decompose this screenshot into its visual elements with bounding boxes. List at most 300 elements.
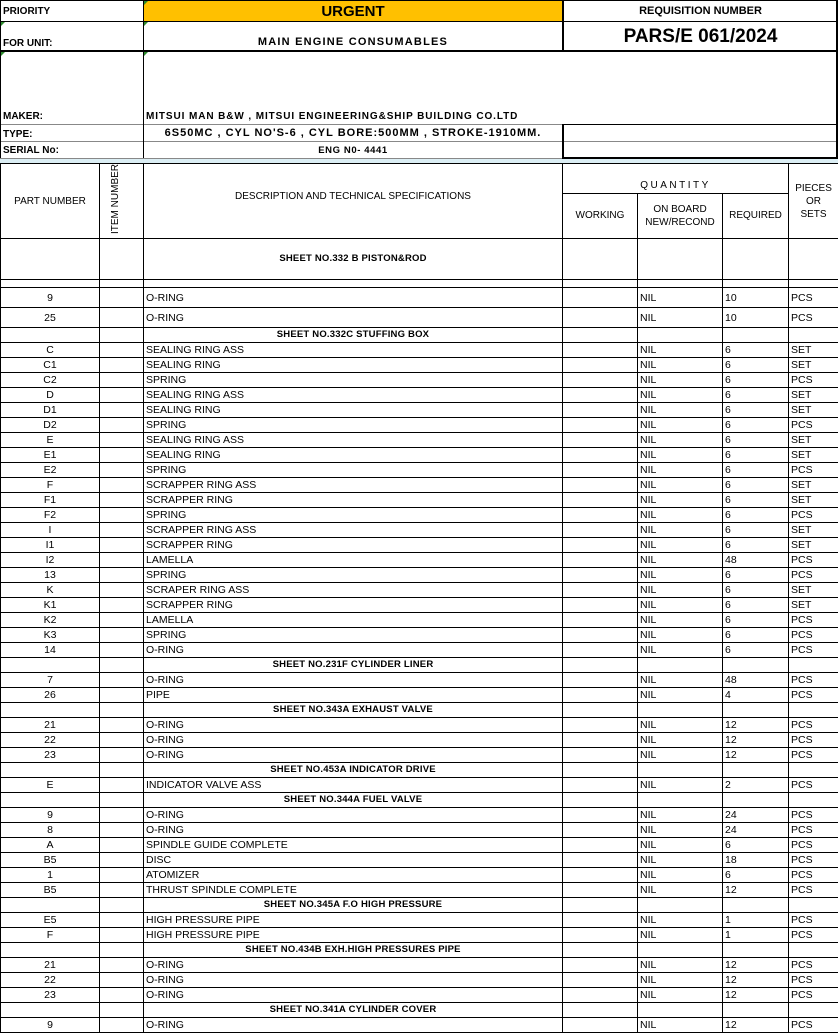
working-cell[interactable] xyxy=(563,373,638,388)
item-number-cell[interactable] xyxy=(100,688,144,703)
on-board-cell[interactable]: NIL xyxy=(638,718,723,733)
description-cell[interactable]: SEALING RING xyxy=(144,358,563,373)
description-cell[interactable]: SPRING xyxy=(144,508,563,523)
description-cell[interactable]: THRUST SPINDLE COMPLETE xyxy=(144,883,563,898)
item-number-cell[interactable] xyxy=(100,823,144,838)
on-board-cell[interactable]: NIL xyxy=(638,403,723,418)
required-cell[interactable]: 48 xyxy=(723,553,789,568)
description-cell[interactable]: SEALING RING ASS xyxy=(144,433,563,448)
part-number-cell[interactable]: 21 xyxy=(1,718,100,733)
unit-cell[interactable]: PCS xyxy=(789,418,838,433)
description-cell[interactable]: SPRING xyxy=(144,628,563,643)
working-cell[interactable] xyxy=(563,688,638,703)
on-board-cell[interactable]: NIL xyxy=(638,508,723,523)
table-row[interactable] xyxy=(1,553,838,568)
description-cell[interactable]: SCRAPPER RING ASS xyxy=(144,523,563,538)
required-cell[interactable]: 6 xyxy=(723,448,789,463)
working-cell[interactable] xyxy=(563,553,638,568)
table-row[interactable] xyxy=(1,433,838,448)
part-number-cell[interactable]: I xyxy=(1,523,100,538)
unit-cell[interactable]: SET xyxy=(789,448,838,463)
required-cell[interactable]: 24 xyxy=(723,808,789,823)
part-number-cell[interactable]: 22 xyxy=(1,733,100,748)
unit-cell[interactable]: PCS xyxy=(789,733,838,748)
required-cell[interactable]: 6 xyxy=(723,568,789,583)
required-cell[interactable]: 6 xyxy=(723,343,789,358)
description-cell[interactable]: SCRAPPER RING xyxy=(144,598,563,613)
on-board-cell[interactable]: NIL xyxy=(638,643,723,658)
on-board-cell[interactable]: NIL xyxy=(638,688,723,703)
table-row[interactable] xyxy=(1,358,838,373)
working-cell[interactable] xyxy=(563,358,638,373)
item-number-cell[interactable] xyxy=(100,868,144,883)
part-number-cell[interactable]: K xyxy=(1,583,100,598)
item-number-cell[interactable] xyxy=(100,883,144,898)
item-number-cell[interactable] xyxy=(100,973,144,988)
table-row[interactable] xyxy=(1,508,838,523)
description-cell[interactable]: SEALING RING xyxy=(144,403,563,418)
item-number-cell[interactable] xyxy=(100,838,144,853)
part-number-cell[interactable]: 26 xyxy=(1,688,100,703)
required-cell[interactable]: 12 xyxy=(723,748,789,763)
required-cell[interactable]: 6 xyxy=(723,403,789,418)
working-cell[interactable] xyxy=(563,628,638,643)
required-cell[interactable]: 6 xyxy=(723,478,789,493)
unit-cell[interactable]: SET xyxy=(789,358,838,373)
table-row[interactable] xyxy=(1,988,838,1003)
part-number-cell[interactable]: F xyxy=(1,478,100,493)
item-number-cell[interactable] xyxy=(100,358,144,373)
item-number-cell[interactable] xyxy=(100,343,144,358)
working-cell[interactable] xyxy=(563,538,638,553)
part-number-cell[interactable]: B5 xyxy=(1,853,100,868)
table-row[interactable] xyxy=(1,673,838,688)
unit-cell[interactable]: PCS xyxy=(789,718,838,733)
item-number-cell[interactable] xyxy=(100,433,144,448)
unit-cell[interactable]: PCS xyxy=(789,463,838,478)
description-cell[interactable]: HIGH PRESSURE PIPE xyxy=(144,913,563,928)
item-number-cell[interactable] xyxy=(100,673,144,688)
on-board-cell[interactable]: NIL xyxy=(638,733,723,748)
description-cell[interactable]: SEALING RING xyxy=(144,448,563,463)
required-cell[interactable]: 12 xyxy=(723,883,789,898)
working-cell[interactable] xyxy=(563,568,638,583)
on-board-cell[interactable]: NIL xyxy=(638,868,723,883)
working-cell[interactable] xyxy=(563,403,638,418)
unit-cell[interactable]: PCS xyxy=(789,613,838,628)
working-cell[interactable] xyxy=(563,823,638,838)
required-cell[interactable]: 6 xyxy=(723,523,789,538)
unit-cell[interactable]: PCS xyxy=(789,568,838,583)
working-cell[interactable] xyxy=(563,973,638,988)
item-number-cell[interactable] xyxy=(100,733,144,748)
on-board-cell[interactable]: NIL xyxy=(638,673,723,688)
item-number-cell[interactable] xyxy=(100,388,144,403)
required-cell[interactable]: 6 xyxy=(723,508,789,523)
table-row[interactable] xyxy=(1,808,838,823)
item-number-cell[interactable] xyxy=(100,613,144,628)
required-cell[interactable]: 18 xyxy=(723,853,789,868)
unit-cell[interactable]: PCS xyxy=(789,883,838,898)
description-cell[interactable]: LAMELLA xyxy=(144,613,563,628)
on-board-cell[interactable]: NIL xyxy=(638,913,723,928)
working-cell[interactable] xyxy=(563,883,638,898)
on-board-cell[interactable]: NIL xyxy=(638,928,723,943)
item-number-cell[interactable] xyxy=(100,958,144,973)
working-cell[interactable] xyxy=(563,388,638,403)
working-cell[interactable] xyxy=(563,433,638,448)
on-board-cell[interactable]: NIL xyxy=(638,598,723,613)
required-cell[interactable]: 6 xyxy=(723,373,789,388)
working-cell[interactable] xyxy=(563,838,638,853)
table-row[interactable] xyxy=(1,523,838,538)
unit-cell[interactable]: SET xyxy=(789,598,838,613)
description-cell[interactable]: O-RING xyxy=(144,988,563,1003)
description-cell[interactable]: HIGH PRESSURE PIPE xyxy=(144,928,563,943)
description-cell[interactable]: SCRAPPER RING xyxy=(144,493,563,508)
table-row[interactable] xyxy=(1,403,838,418)
item-number-cell[interactable] xyxy=(100,913,144,928)
part-number-cell[interactable]: I1 xyxy=(1,538,100,553)
item-number-cell[interactable] xyxy=(100,1018,144,1033)
item-number-cell[interactable] xyxy=(100,928,144,943)
working-cell[interactable] xyxy=(563,718,638,733)
part-number-cell[interactable]: D1 xyxy=(1,403,100,418)
item-number-cell[interactable] xyxy=(100,598,144,613)
unit-cell[interactable]: PCS xyxy=(789,928,838,943)
required-cell[interactable]: 12 xyxy=(723,988,789,1003)
table-row[interactable] xyxy=(1,688,838,703)
part-number-cell[interactable]: D xyxy=(1,388,100,403)
description-cell[interactable]: SPINDLE GUIDE COMPLETE xyxy=(144,838,563,853)
table-row[interactable] xyxy=(1,288,838,308)
table-row[interactable] xyxy=(1,343,838,358)
required-cell[interactable]: 6 xyxy=(723,613,789,628)
unit-cell[interactable]: PCS xyxy=(789,868,838,883)
description-cell[interactable]: INDICATOR VALVE ASS xyxy=(144,778,563,793)
part-number-cell[interactable]: K3 xyxy=(1,628,100,643)
description-cell[interactable]: O-RING xyxy=(144,973,563,988)
unit-cell[interactable]: PCS xyxy=(789,308,838,328)
on-board-cell[interactable]: NIL xyxy=(638,628,723,643)
working-cell[interactable] xyxy=(563,928,638,943)
working-cell[interactable] xyxy=(563,958,638,973)
working-cell[interactable] xyxy=(563,643,638,658)
part-number-cell[interactable]: A xyxy=(1,838,100,853)
working-cell[interactable] xyxy=(563,733,638,748)
unit-cell[interactable]: SET xyxy=(789,343,838,358)
required-cell[interactable]: 2 xyxy=(723,778,789,793)
item-number-cell[interactable] xyxy=(100,988,144,1003)
table-row[interactable] xyxy=(1,823,838,838)
required-cell[interactable]: 6 xyxy=(723,868,789,883)
table-row[interactable] xyxy=(1,308,838,328)
item-number-cell[interactable] xyxy=(100,643,144,658)
table-row[interactable] xyxy=(1,373,838,388)
unit-cell[interactable]: PCS xyxy=(789,628,838,643)
part-number-cell[interactable]: F xyxy=(1,928,100,943)
description-cell[interactable]: SEALING RING ASS xyxy=(144,388,563,403)
description-cell[interactable]: SPRING xyxy=(144,418,563,433)
part-number-cell[interactable]: B5 xyxy=(1,883,100,898)
part-number-cell[interactable]: 23 xyxy=(1,988,100,1003)
item-number-cell[interactable] xyxy=(100,288,144,308)
part-number-cell[interactable]: K2 xyxy=(1,613,100,628)
table-row[interactable] xyxy=(1,583,838,598)
part-number-cell[interactable]: 14 xyxy=(1,643,100,658)
part-number-cell[interactable]: K1 xyxy=(1,598,100,613)
required-cell[interactable]: 6 xyxy=(723,493,789,508)
table-row[interactable] xyxy=(1,733,838,748)
on-board-cell[interactable]: NIL xyxy=(638,538,723,553)
on-board-cell[interactable]: NIL xyxy=(638,478,723,493)
description-cell[interactable]: O-RING xyxy=(144,823,563,838)
part-number-cell[interactable]: 23 xyxy=(1,748,100,763)
part-number-cell[interactable]: 9 xyxy=(1,1018,100,1033)
description-cell[interactable]: LAMELLA xyxy=(144,553,563,568)
item-number-cell[interactable] xyxy=(100,463,144,478)
working-cell[interactable] xyxy=(563,778,638,793)
item-number-cell[interactable] xyxy=(100,583,144,598)
unit-cell[interactable]: SET xyxy=(789,583,838,598)
working-cell[interactable] xyxy=(563,463,638,478)
working-cell[interactable] xyxy=(563,478,638,493)
required-cell[interactable]: 1 xyxy=(723,928,789,943)
part-number-cell[interactable]: C1 xyxy=(1,358,100,373)
part-number-cell[interactable]: C xyxy=(1,343,100,358)
description-cell[interactable]: PIPE xyxy=(144,688,563,703)
working-cell[interactable] xyxy=(563,343,638,358)
table-row[interactable] xyxy=(1,778,838,793)
part-number-cell[interactable]: F1 xyxy=(1,493,100,508)
description-cell[interactable]: O-RING xyxy=(144,958,563,973)
required-cell[interactable]: 10 xyxy=(723,288,789,308)
table-row[interactable] xyxy=(1,838,838,853)
table-row[interactable] xyxy=(1,628,838,643)
on-board-cell[interactable]: NIL xyxy=(638,388,723,403)
part-number-cell[interactable]: 13 xyxy=(1,568,100,583)
working-cell[interactable] xyxy=(563,448,638,463)
part-number-cell[interactable]: 21 xyxy=(1,958,100,973)
unit-cell[interactable]: PCS xyxy=(789,838,838,853)
unit-cell[interactable]: PCS xyxy=(789,373,838,388)
on-board-cell[interactable]: NIL xyxy=(638,838,723,853)
unit-cell[interactable]: PCS xyxy=(789,643,838,658)
table-row[interactable] xyxy=(1,913,838,928)
required-cell[interactable]: 24 xyxy=(723,823,789,838)
item-number-cell[interactable] xyxy=(100,718,144,733)
table-row[interactable] xyxy=(1,853,838,868)
on-board-cell[interactable]: NIL xyxy=(638,553,723,568)
item-number-cell[interactable] xyxy=(100,508,144,523)
on-board-cell[interactable]: NIL xyxy=(638,988,723,1003)
description-cell[interactable]: O-RING xyxy=(144,718,563,733)
working-cell[interactable] xyxy=(563,308,638,328)
description-cell[interactable]: O-RING xyxy=(144,733,563,748)
table-row[interactable] xyxy=(1,388,838,403)
table-row[interactable] xyxy=(1,868,838,883)
working-cell[interactable] xyxy=(563,418,638,433)
unit-cell[interactable]: PCS xyxy=(789,288,838,308)
part-number-cell[interactable]: F2 xyxy=(1,508,100,523)
table-row[interactable] xyxy=(1,613,838,628)
item-number-cell[interactable] xyxy=(100,808,144,823)
unit-cell[interactable]: PCS xyxy=(789,673,838,688)
required-cell[interactable]: 6 xyxy=(723,838,789,853)
working-cell[interactable] xyxy=(563,748,638,763)
description-cell[interactable]: O-RING xyxy=(144,288,563,308)
item-number-cell[interactable] xyxy=(100,553,144,568)
unit-cell[interactable]: PCS xyxy=(789,688,838,703)
table-row[interactable] xyxy=(1,538,838,553)
item-number-cell[interactable] xyxy=(100,478,144,493)
unit-cell[interactable]: PCS xyxy=(789,778,838,793)
working-cell[interactable] xyxy=(563,673,638,688)
item-number-cell[interactable] xyxy=(100,448,144,463)
on-board-cell[interactable]: NIL xyxy=(638,288,723,308)
on-board-cell[interactable]: NIL xyxy=(638,748,723,763)
required-cell[interactable]: 6 xyxy=(723,433,789,448)
table-row[interactable] xyxy=(1,958,838,973)
item-number-cell[interactable] xyxy=(100,493,144,508)
description-cell[interactable]: SPRING xyxy=(144,373,563,388)
working-cell[interactable] xyxy=(563,808,638,823)
required-cell[interactable]: 6 xyxy=(723,598,789,613)
part-number-cell[interactable]: E1 xyxy=(1,448,100,463)
item-number-cell[interactable] xyxy=(100,748,144,763)
description-cell[interactable]: O-RING xyxy=(144,1018,563,1033)
part-number-cell[interactable]: E xyxy=(1,433,100,448)
item-number-cell[interactable] xyxy=(100,778,144,793)
description-cell[interactable]: SCRAPPER RING xyxy=(144,538,563,553)
required-cell[interactable]: 10 xyxy=(723,308,789,328)
on-board-cell[interactable]: NIL xyxy=(638,823,723,838)
on-board-cell[interactable]: NIL xyxy=(638,583,723,598)
description-cell[interactable]: SCRAPER RING ASS xyxy=(144,583,563,598)
table-row[interactable] xyxy=(1,1018,838,1033)
part-number-cell[interactable]: D2 xyxy=(1,418,100,433)
part-number-cell[interactable]: E xyxy=(1,778,100,793)
on-board-cell[interactable]: NIL xyxy=(638,883,723,898)
table-row[interactable] xyxy=(1,718,838,733)
item-number-cell[interactable] xyxy=(100,628,144,643)
working-cell[interactable] xyxy=(563,598,638,613)
table-row[interactable] xyxy=(1,598,838,613)
part-number-cell[interactable]: 1 xyxy=(1,868,100,883)
on-board-cell[interactable]: NIL xyxy=(638,1018,723,1033)
part-number-cell[interactable]: 9 xyxy=(1,808,100,823)
required-cell[interactable]: 4 xyxy=(723,688,789,703)
item-number-cell[interactable] xyxy=(100,418,144,433)
description-cell[interactable]: O-RING xyxy=(144,808,563,823)
on-board-cell[interactable]: NIL xyxy=(638,523,723,538)
table-row[interactable] xyxy=(1,493,838,508)
part-number-cell[interactable]: 7 xyxy=(1,673,100,688)
on-board-cell[interactable]: NIL xyxy=(638,778,723,793)
description-cell[interactable]: O-RING xyxy=(144,748,563,763)
part-number-cell[interactable]: C2 xyxy=(1,373,100,388)
table-row[interactable] xyxy=(1,478,838,493)
on-board-cell[interactable]: NIL xyxy=(638,433,723,448)
on-board-cell[interactable]: NIL xyxy=(638,448,723,463)
on-board-cell[interactable]: NIL xyxy=(638,373,723,388)
on-board-cell[interactable]: NIL xyxy=(638,343,723,358)
unit-cell[interactable]: SET xyxy=(789,523,838,538)
on-board-cell[interactable]: NIL xyxy=(638,358,723,373)
table-row[interactable] xyxy=(1,643,838,658)
part-number-cell[interactable]: 9 xyxy=(1,288,100,308)
unit-cell[interactable]: PCS xyxy=(789,853,838,868)
unit-cell[interactable]: PCS xyxy=(789,973,838,988)
unit-cell[interactable]: PCS xyxy=(789,748,838,763)
working-cell[interactable] xyxy=(563,913,638,928)
unit-cell[interactable]: PCS xyxy=(789,823,838,838)
on-board-cell[interactable]: NIL xyxy=(638,613,723,628)
description-cell[interactable]: SCRAPPER RING ASS xyxy=(144,478,563,493)
on-board-cell[interactable]: NIL xyxy=(638,853,723,868)
required-cell[interactable]: 6 xyxy=(723,583,789,598)
required-cell[interactable]: 6 xyxy=(723,358,789,373)
required-cell[interactable]: 6 xyxy=(723,538,789,553)
unit-cell[interactable]: SET xyxy=(789,388,838,403)
on-board-cell[interactable]: NIL xyxy=(638,493,723,508)
required-cell[interactable]: 6 xyxy=(723,628,789,643)
on-board-cell[interactable]: NIL xyxy=(638,808,723,823)
table-row[interactable] xyxy=(1,883,838,898)
table-row[interactable] xyxy=(1,568,838,583)
on-board-cell[interactable]: NIL xyxy=(638,958,723,973)
working-cell[interactable] xyxy=(563,583,638,598)
item-number-cell[interactable] xyxy=(100,568,144,583)
on-board-cell[interactable]: NIL xyxy=(638,568,723,583)
item-number-cell[interactable] xyxy=(100,538,144,553)
description-cell[interactable]: SPRING xyxy=(144,568,563,583)
unit-cell[interactable]: PCS xyxy=(789,913,838,928)
unit-cell[interactable]: PCS xyxy=(789,508,838,523)
unit-cell[interactable]: SET xyxy=(789,478,838,493)
working-cell[interactable] xyxy=(563,613,638,628)
required-cell[interactable]: 12 xyxy=(723,718,789,733)
required-cell[interactable]: 6 xyxy=(723,418,789,433)
item-number-cell[interactable] xyxy=(100,853,144,868)
table-row[interactable] xyxy=(1,418,838,433)
part-number-cell[interactable]: E5 xyxy=(1,913,100,928)
table-row[interactable] xyxy=(1,973,838,988)
required-cell[interactable]: 6 xyxy=(723,388,789,403)
description-cell[interactable]: O-RING xyxy=(144,643,563,658)
unit-cell[interactable]: PCS xyxy=(789,808,838,823)
table-row[interactable] xyxy=(1,928,838,943)
description-cell[interactable]: SEALING RING ASS xyxy=(144,343,563,358)
on-board-cell[interactable]: NIL xyxy=(638,463,723,478)
table-row[interactable] xyxy=(1,463,838,478)
part-number-cell[interactable]: I2 xyxy=(1,553,100,568)
item-number-cell[interactable] xyxy=(100,403,144,418)
description-cell[interactable]: SPRING xyxy=(144,463,563,478)
description-cell[interactable]: O-RING xyxy=(144,673,563,688)
unit-cell[interactable]: SET xyxy=(789,433,838,448)
required-cell[interactable]: 48 xyxy=(723,673,789,688)
part-number-cell[interactable]: 22 xyxy=(1,973,100,988)
working-cell[interactable] xyxy=(563,1018,638,1033)
required-cell[interactable]: 6 xyxy=(723,463,789,478)
working-cell[interactable] xyxy=(563,288,638,308)
working-cell[interactable] xyxy=(563,523,638,538)
working-cell[interactable] xyxy=(563,988,638,1003)
description-cell[interactable]: O-RING xyxy=(144,308,563,328)
unit-cell[interactable]: SET xyxy=(789,493,838,508)
required-cell[interactable]: 1 xyxy=(723,913,789,928)
